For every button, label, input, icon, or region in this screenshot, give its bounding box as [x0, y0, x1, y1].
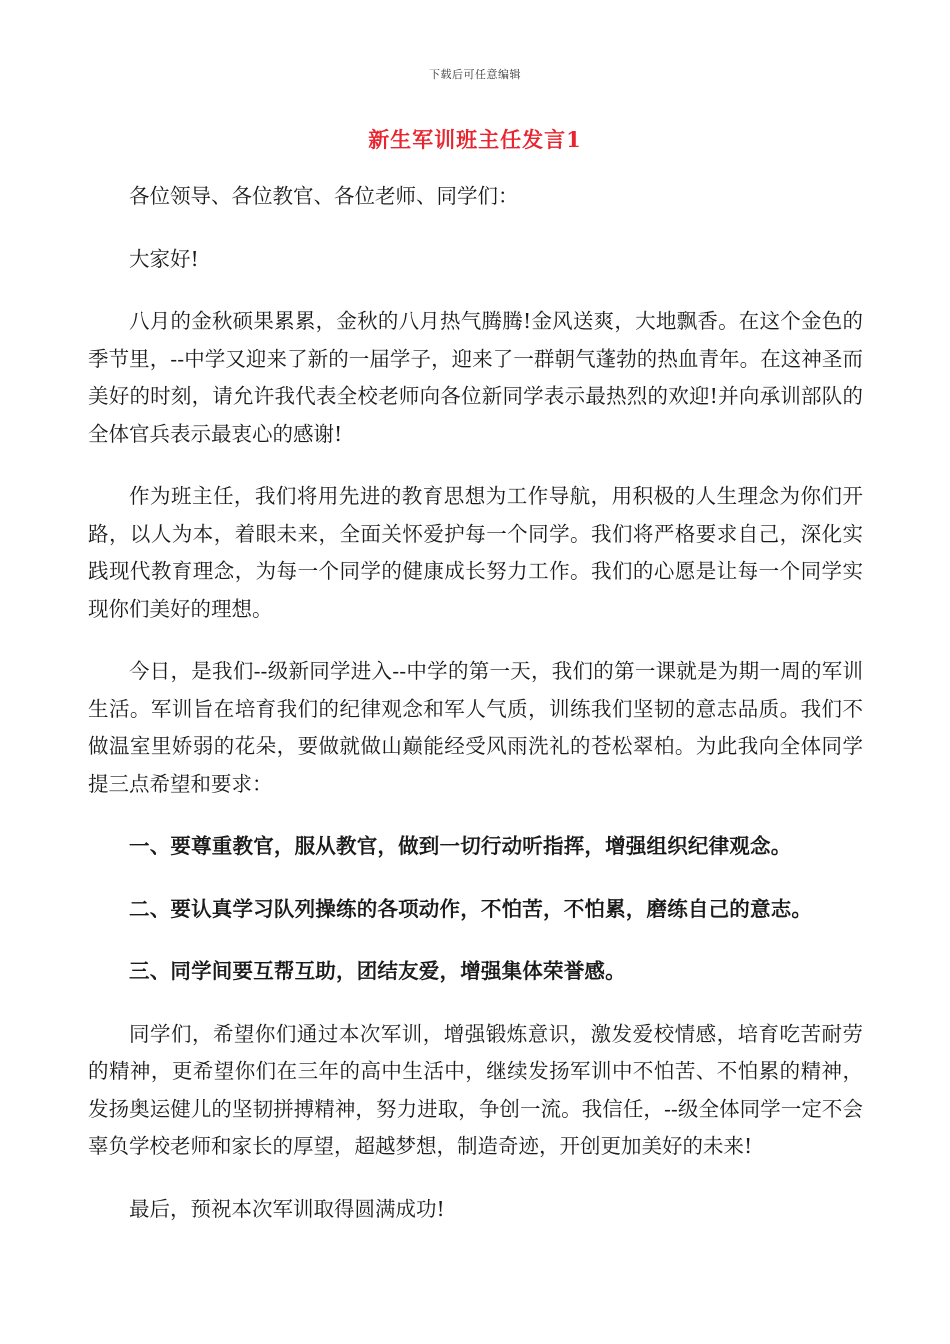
- header-note: 下载后可任意编辑: [429, 68, 521, 81]
- requirement-item: 三、同学间要互帮互助，团结友爱，增强集体荣誉感。: [129, 959, 626, 983]
- requirement-item: 一、要尊重教官，服从教官，做到一切行动听指挥，增强组织纪律观念。: [129, 834, 792, 858]
- document-body: [88, 178, 863, 1253]
- body-paragraph: 八月的金秋硕果累累，金秋的八月热气腾腾!金风送爽，大地飘香。在这个金色的季节里，--中学又迎来了新的一届学子，迎来了一群朝气蓬勃的热血青年。在这神圣而美好的时刻，请允许我代表全校老师向各位新同学表示最热烈的欢迎!并向承训部队的全体官兵表示最衷心的感谢!: [88, 309, 863, 446]
- salutation-paragraph: 各位领导、各位教官、各位老师、同学们：: [129, 184, 519, 208]
- greeting-paragraph: 大家好!: [129, 246, 199, 271]
- body-paragraph: 作为班主任，我们将用先进的教育思想为工作导航，用积极的人生理念为你们开路，以人为本，着眼未来，全面关怀爱护每一个同学。我们将严格要求自己，深化实践现代教育理念，为每一个同学的健康成长努力工作。我们的心愿是让每一个同学实现你们美好的理想。: [88, 484, 863, 621]
- body-paragraph: 同学们，希望你们通过本次军训，增强锻炼意识，激发爱校情感，培育吃苦耐劳的精神，更希望你们在三年的高中生活中，继续发扬军训中不怕苦、不怕累的精神，发扬奥运健儿的坚韧拼搏精神，努力进取，争创一流。我信任，--级全体同学一定不会辜负学校老师和家长的厚望，超越梦想，制造奇迹，开创更加美好的未来!: [88, 1021, 863, 1158]
- body-paragraph: 今日，是我们--级新同学进入--中学的第一天，我们的第一课就是为期一周的军训生活。军训旨在培育我们的纪律观念和军人气质，训练我们坚韧的意志品质。我们不做温室里娇弱的花朵，要做就做山巅能经受风雨洗礼的苍松翠柏。为此我向全体同学提三点希望和要求：: [88, 659, 863, 796]
- document-title: 新生军训班主任发言1: [368, 127, 582, 152]
- requirement-item: 二、要认真学习队列操练的各项动作，不怕苦，不怕累，磨练自己的意志。: [129, 896, 813, 921]
- closing-paragraph: 最后，预祝本次军训取得圆满成功!: [129, 1196, 445, 1221]
